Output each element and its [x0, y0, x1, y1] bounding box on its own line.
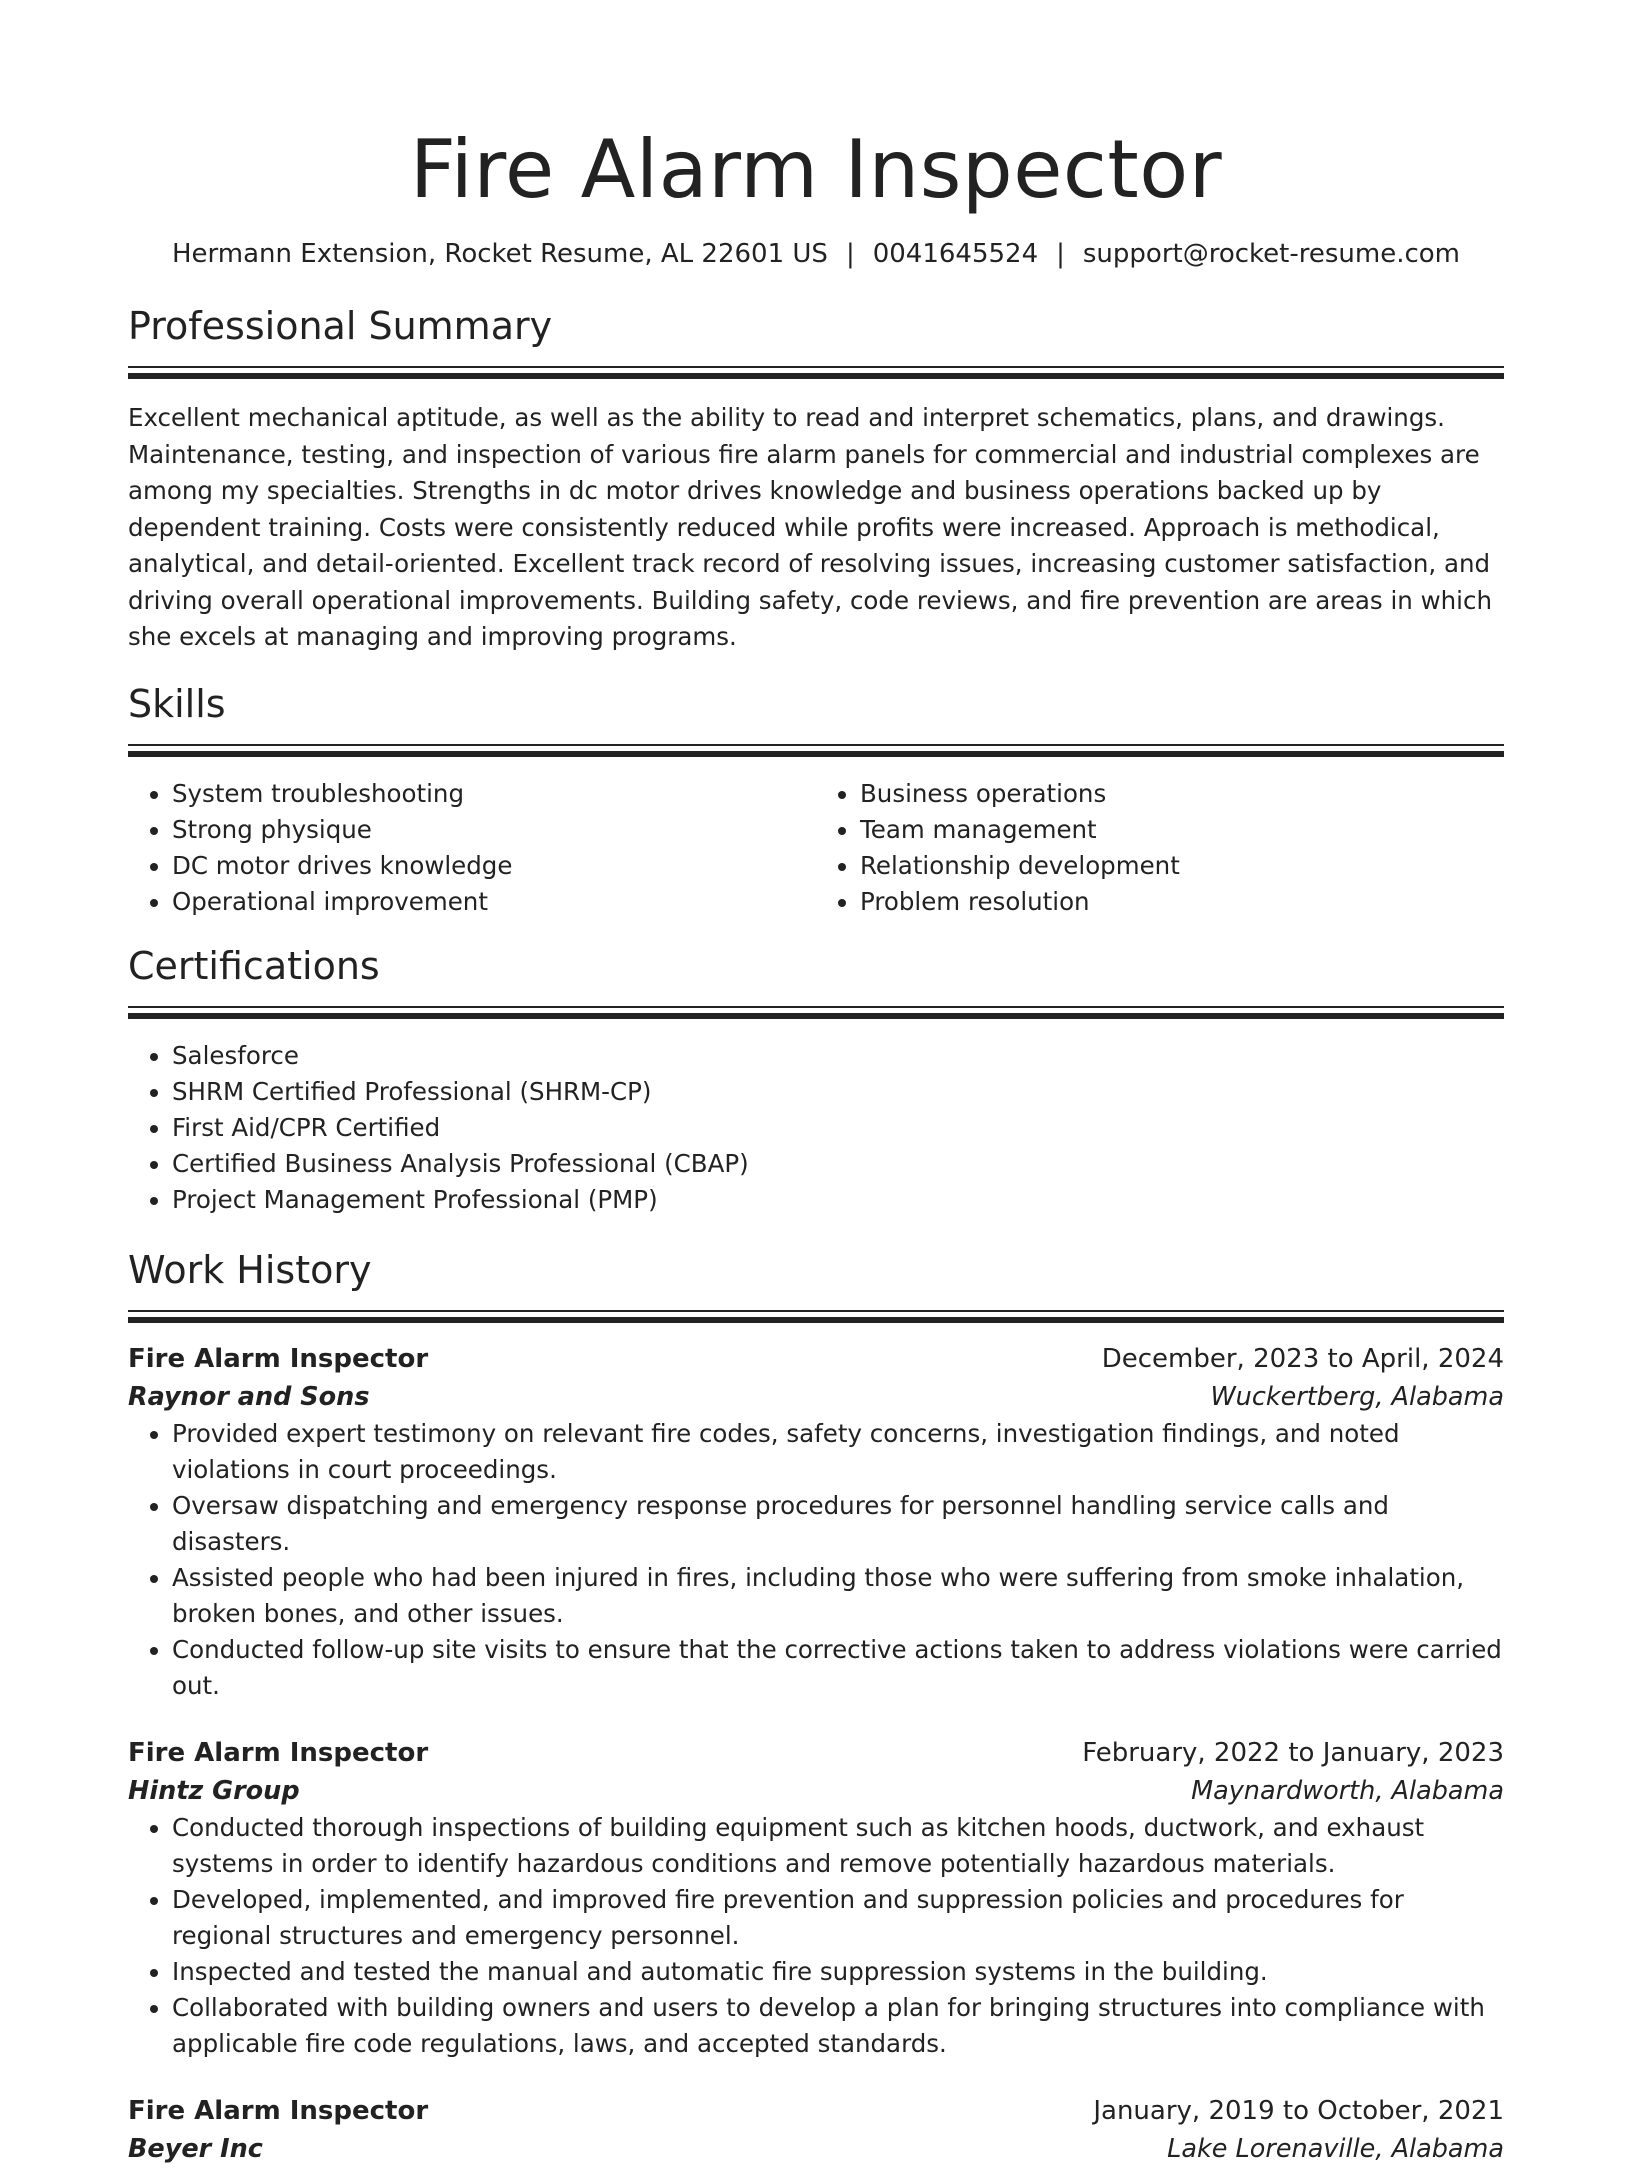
- job-header-row: [128, 1340, 1504, 1378]
- job-entry: [128, 2092, 1504, 2168]
- skills-list-left: [128, 776, 816, 920]
- skills-column-right: [816, 776, 1504, 920]
- skill-item: • Relationship development: [860, 848, 1504, 884]
- job-bullet: • Inspected and tested the manual and automatic fire suppression systems in the building.: [172, 1954, 1504, 1990]
- job-entry: [128, 1734, 1504, 2062]
- section-divider: [128, 366, 1504, 380]
- certification-item: • Certified Business Analysis Professional (CBAP): [172, 1146, 1504, 1182]
- job-dates: February, 2022 to January, 2023: [1082, 1737, 1504, 1768]
- certification-item: • First Aid/CPR Certified: [172, 1110, 1504, 1146]
- certification-item: • SHRM Certified Professional (SHRM-CP): [172, 1074, 1504, 1110]
- section-divider: [128, 1006, 1504, 1020]
- skills-list-right: [816, 776, 1504, 920]
- job-title: Fire Alarm Inspector: [128, 1737, 429, 1768]
- skills-grid: [128, 776, 1504, 920]
- job-bullet: • Provided expert testimony on relevant fire codes, safety concerns, investigation findings, and noted violations in court proceedings.: [172, 1416, 1504, 1488]
- job-company: Raynor and Sons: [128, 1381, 370, 1412]
- summary-section: [128, 302, 1504, 656]
- job-location: Lake Lorenaville, Alabama: [1167, 2133, 1504, 2164]
- job-subheader-row: [128, 2130, 1504, 2168]
- job-title: Fire Alarm Inspector: [128, 2095, 429, 2126]
- job-bullet-list: [128, 1416, 1504, 1704]
- job-bullet: • Conducted follow-up site visits to ensure that the corrective actions taken to address violations were carried out.: [172, 1632, 1504, 1704]
- skill-item: • System troubleshooting: [172, 776, 816, 812]
- section-title-certifications: Certifications: [128, 943, 380, 988]
- section-title-skills: Skills: [128, 681, 226, 726]
- job-bullet: • Conducted thorough inspections of building equipment such as kitchen hoods, ductwork, and exhaust systems in order to identify hazardous conditions and remove potentially hazardous materials.: [172, 1810, 1504, 1882]
- job-dates: December, 2023 to April, 2024: [1101, 1343, 1504, 1374]
- section-divider: [128, 744, 1504, 758]
- skill-item: • Strong physique: [172, 812, 816, 848]
- job-location: Wuckertberg, Alabama: [1210, 1381, 1504, 1412]
- skills-column-left: [128, 776, 816, 920]
- certifications-section: [128, 942, 1504, 1218]
- skill-item: • Team management: [860, 812, 1504, 848]
- skills-section: [128, 680, 1504, 920]
- job-bullet-list: [128, 1810, 1504, 2062]
- job-company: Beyer Inc: [128, 2133, 263, 2164]
- job-bullet: • Oversaw dispatching and emergency response procedures for personnel handling service calls and disasters.: [172, 1488, 1504, 1560]
- skill-item: • Problem resolution: [860, 884, 1504, 920]
- job-subheader-row: [128, 1772, 1504, 1810]
- skill-item: • Operational improvement: [172, 884, 816, 920]
- job-header-row: [128, 1734, 1504, 1772]
- job-bullet: • Developed, implemented, and improved fire prevention and suppression policies and procedures for regional structures and emergency personnel.: [172, 1882, 1504, 1954]
- skill-item: • DC motor drives knowledge: [172, 848, 816, 884]
- resume-name: Fire Alarm Inspector: [409, 123, 1223, 216]
- job-bullet: • Assisted people who had been injured in fires, including those who were suffering from smoke inhalation, broken bones, and other issues.: [172, 1560, 1504, 1632]
- job-company: Hintz Group: [128, 1775, 300, 1806]
- work-history-section: [128, 1246, 1504, 2168]
- job-title: Fire Alarm Inspector: [128, 1343, 429, 1374]
- contact-separator: |: [845, 239, 855, 269]
- certification-item: • Project Management Professional (PMP): [172, 1182, 1504, 1218]
- job-dates: January, 2019 to October, 2021: [1093, 2095, 1504, 2126]
- job-subheader-row: [128, 1378, 1504, 1416]
- job-bullet: • Collaborated with building owners and users to develop a plan for bringing structures into compliance with applicable fire code regulations, laws, and accepted standards.: [172, 1990, 1504, 2062]
- job-location: Maynardworth, Alabama: [1191, 1775, 1504, 1806]
- contact-phone: 0041645524: [872, 239, 1039, 269]
- job-header-row: [128, 2092, 1504, 2130]
- contact-email: support@rocket-resume.com: [1082, 239, 1460, 269]
- contact-line: [128, 236, 1504, 272]
- job-entry: [128, 1340, 1504, 1704]
- skill-item: • Business operations: [860, 776, 1504, 812]
- summary-text: Excellent mechanical aptitude, as well as the ability to read and interpret schematics, plans, and drawings. Maintenance, testing, and inspection of various fire alarm panels for commercial and industrial complexes are among my specialties. Strengths in dc motor drives knowledge and business operations backed up by dependent training. Costs were consistently reduced while profits were increased. Approach is methodical, analytical, and detail-oriented. Excellent track record of resolving issues, increasing customer satisfaction, and driving overall operational improvements. Building safety, code reviews, and fire prevention are areas in which she excels at managing and improving programs.: [128, 403, 1492, 651]
- section-title-summary: Professional Summary: [128, 304, 553, 348]
- contact-address: Hermann Extension, Rocket Resume, AL 22601 US: [172, 239, 828, 269]
- contact-separator: |: [1056, 239, 1065, 269]
- certifications-list: [128, 1038, 1504, 1218]
- certification-item: • Salesforce: [172, 1038, 1504, 1074]
- section-divider: [128, 1310, 1504, 1324]
- section-title-work-history: Work History: [128, 1247, 372, 1292]
